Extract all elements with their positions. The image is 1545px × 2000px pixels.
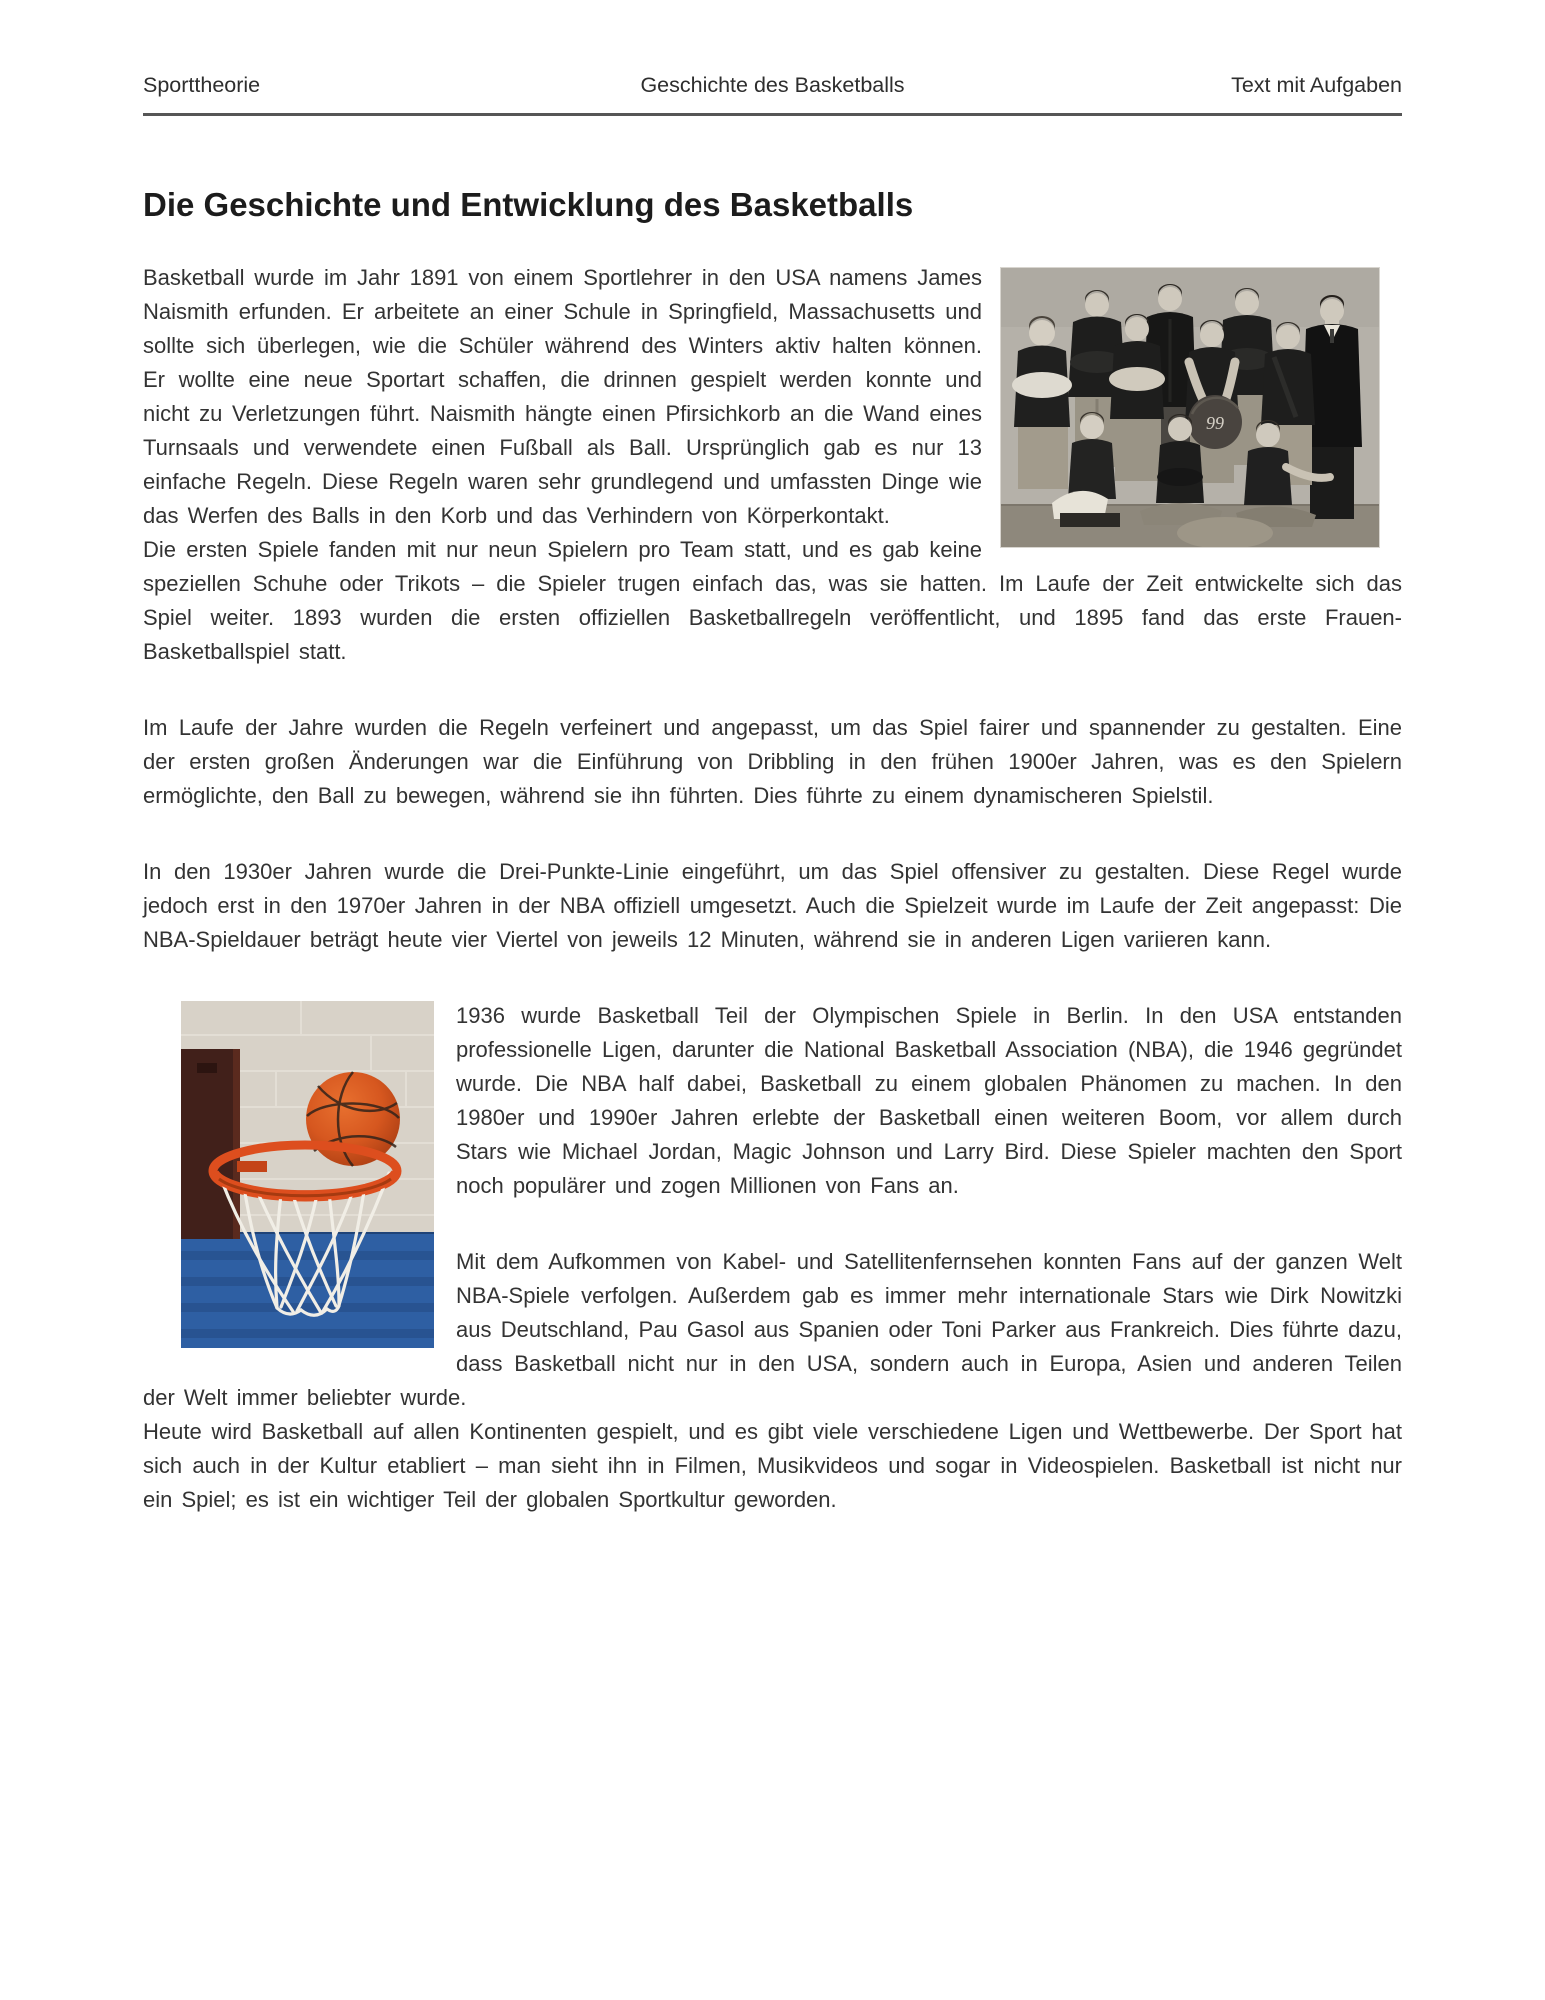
ball-year-label: 99 (1206, 413, 1224, 433)
paragraph-three-point-line: In den 1930er Jahren wurde die Drei-Punkte-Linie eingeführt, um das Spiel offensiver zu gestalten. Diese Regel wurde jedoch erst in den 1970er Jahren in der NBA offiziell umgesetzt. Auch die Spielzeit wurde im Laufe der Zeit angepasst: Die NBA-Spieldauer beträgt heute vier Viertel von jeweils 12 Minuten, während sie in anderen Ligen variieren kann. (143, 859, 1402, 952)
section-origin (143, 261, 1402, 533)
paragraph-origin: Basketball wurde im Jahr 1891 von einem Sportlehrer in den USA namens James Naismith erfunden. Er arbeitete an einer Schule in Springfield, Massachusetts und sollte sich überlegen, wie die Schüler während des Winters aktiv halten können. Er wollte eine neue Sportart schaffen, die drinnen gespielt werden konnte und nicht zu Verletzungen führt. Naismith hängte einen Pfirsichkorb an die Wand eines Turnsaals und verwendete einen Fußball als Ball. Ursprünglich gab es nur 13 einfache Regeln. Diese Regeln waren sehr grundlegend und umfassten Dinge wie das Werfen des Balls in den Korb und das Verhindern von Körperkontakt. (143, 265, 982, 528)
hoop-photo-image (181, 1001, 434, 1348)
document-body (143, 261, 1402, 1517)
header-rule (143, 113, 1402, 116)
basketball-hoop-photo (181, 1001, 434, 1348)
page-header (143, 73, 1402, 98)
page-title: Die Geschichte und Entwicklung des Basketballs (143, 186, 914, 223)
early-basketball-team-photo (1000, 267, 1380, 548)
paragraph-tv-international-stars: Mit dem Aufkommen von Kabel- und Satellitenfernsehen konnten Fans auf der ganzen Welt NBA-Spiele verfolgen. Außerdem gab es immer mehr internationale Stars wie Dirk Nowitzki aus Deutschland, Pau Gasol aus Spanien oder Toni Parker aus Frankreich. Dies führte dazu, dass Basketball nicht nur in den USA, sondern auch in Europa, Asien und anderen Teilen der Welt immer beliebter wurde. (143, 1249, 1402, 1410)
header-center: Geschichte des Basketballs (640, 73, 905, 97)
paragraph-olympics-nba: 1936 wurde Basketball Teil der Olympischen Spiele in Berlin. In den USA entstanden professionelle Ligen, darunter die National Basketball Association (NBA), die 1946 gegründet wurde. Die NBA half dabei, Basketball zu einem globalen Phänomen zu machen. In den 1980er und 1990er Jahren erlebte der Basketball einen weiteren Boom, vor allem durch Stars wie Michael Jordan, Magic Johnson und Larry Bird. Diese Spieler machten den Sport noch populärer und zogen Millionen von Fans an. (456, 1003, 1402, 1198)
header-right: Text mit Aufgaben (1231, 73, 1402, 97)
paragraph-first-games: Die ersten Spiele fanden mit nur neun Spielern pro Team statt, und es gab keine speziellen Schuhe oder Trikots – die Spieler trugen einfach das, was sie hatten. Im Laufe der Zeit entwickelte sich das Spiel weiter. 1893 wurden die ersten offiziellen Basketballregeln veröffentlicht, und 1895 fand das erste Frauen-Basketballspiel statt. (143, 537, 1402, 664)
paragraph-rule-refinement: Im Laufe der Jahre wurden die Regeln verfeinert und angepasst, um das Spiel fairer und spannender zu gestalten. Eine der ersten großen Änderungen war die Einführung von Dribbling in den frühen 1900er Jahren, was es den Spielern ermöglichte, den Ball zu bewegen, während sie ihn führten. Dies führte zu einem dynamischeren Spielstil. (143, 715, 1402, 808)
team-photo-image (1000, 267, 1380, 548)
header-left: Sporttheorie (143, 73, 261, 97)
section-global-growth (143, 999, 1402, 1415)
paragraph-today: Heute wird Basketball auf allen Kontinenten gespielt, und es gibt viele verschiedene Ligen und Wettbewerbe. Der Sport hat sich auch in der Kultur etabliert – man sieht ihn in Filmen, Musikvideos und sogar in Videospielen. Basketball ist nicht nur ein Spiel; es ist ein wichtiger Teil der globalen Sportkultur geworden. (143, 1419, 1402, 1512)
